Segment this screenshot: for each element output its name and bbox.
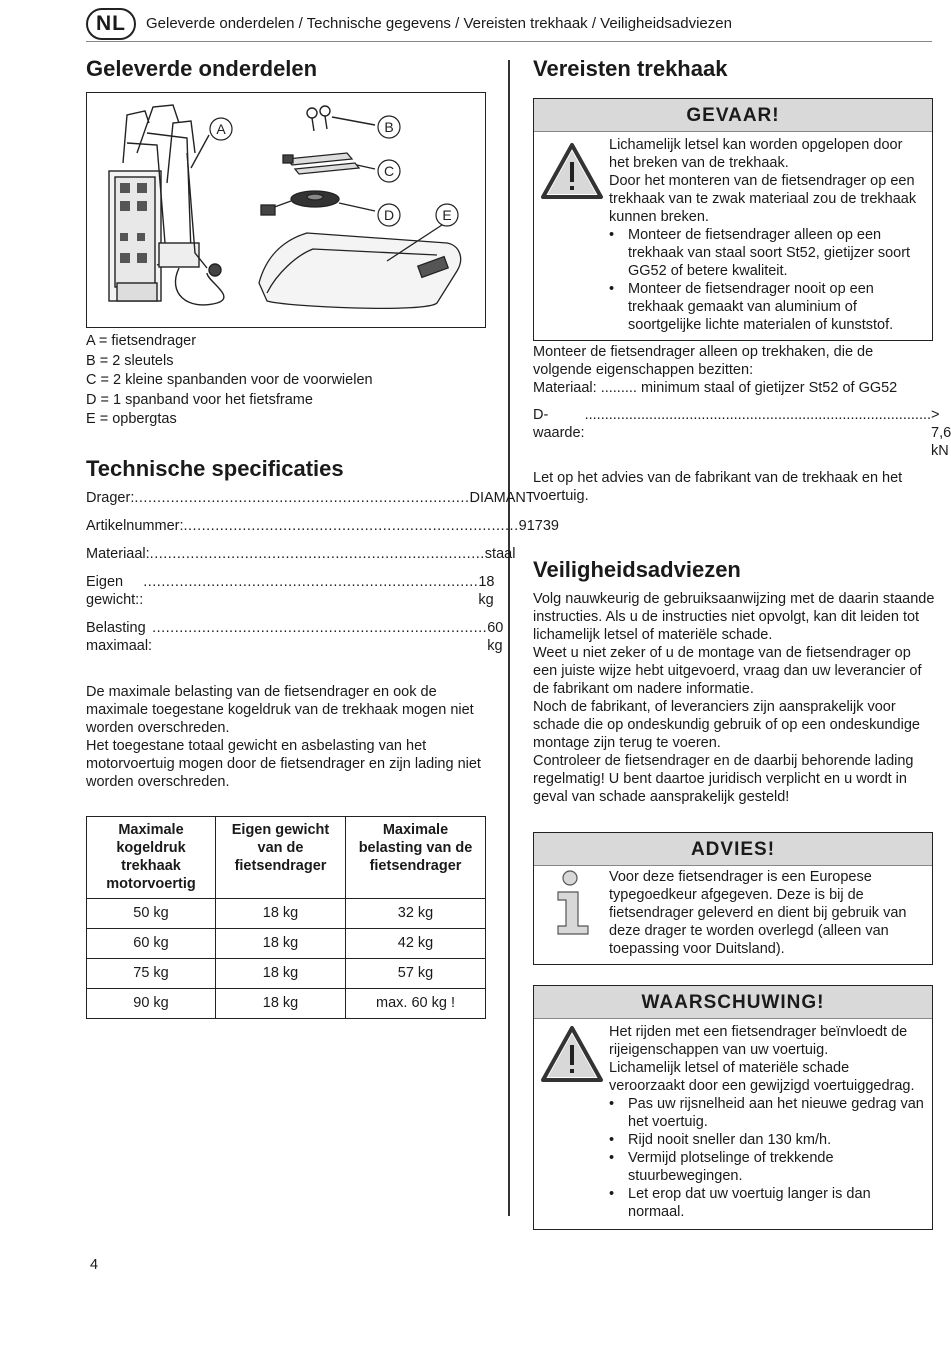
safety-paragraph: Controleer de fietsendrager en de daarbij behorende lading regelmatig! U bent daartoe juridisch verplicht en u wordt in geval van schade aansprakelijk gesteld! [533, 753, 914, 805]
warning-box [533, 985, 933, 1230]
load-paragraph: De maximale belasting van de fietsendrager en ook de maximale toegestane kogeldruk van de trekhaak mogen niet worden overschreden. [86, 683, 474, 736]
info-icon [554, 870, 596, 936]
table-header: Maximale belasting van de fietsendrager [346, 816, 486, 898]
warning-triangle-icon [540, 1025, 604, 1083]
table-cell: 57 kg [346, 958, 486, 988]
table-cell: 18 kg [216, 958, 346, 988]
parts-heading: Geleverde onderdelen [86, 56, 318, 81]
table-cell: 75 kg [87, 958, 216, 988]
table-cell: 32 kg [346, 898, 486, 928]
figure-label-c: C [383, 163, 395, 179]
spec-value: 91739 [518, 517, 559, 534]
spec-list [86, 489, 559, 655]
table-row [87, 898, 486, 928]
safety-paragraph: Noch de fabrikant, of leveranciers zijn aansprakelijk voor schade die op ondeskundig gebruik of op een ondeskundige montage zijn terug te voeren. [533, 699, 920, 751]
table-row [87, 928, 486, 958]
table-cell: 50 kg [87, 898, 216, 928]
spec-label: Belasting maximaal: [86, 619, 153, 654]
danger-title: GEVAAR! [534, 99, 932, 132]
page-header [86, 6, 932, 42]
hitch-heading: Vereisten trekhaak [533, 56, 728, 81]
danger-text: Lichamelijk letsel kan worden opgelopen door het breken van de trekhaak. [609, 137, 903, 171]
d-value: > 7,6 kN [931, 407, 951, 459]
spec-value: DIAMANT [469, 489, 535, 506]
spec-row: Belasting maximaal: .......................................................................... 60 kg [86, 619, 504, 654]
list-item: • Rijd nooit sneller dan 130 km/h. [609, 1131, 926, 1149]
parts-legend [86, 332, 486, 430]
vehicle-paragraph: Het toegestane totaal gewicht en asbelasting van het motorvoertuig mogen door de fietsendrager en zijn lading niet worden overschreden. [86, 737, 481, 790]
language-badge: NL [86, 8, 136, 40]
list-item: • Let erop dat uw voertuig langer is dan normaal. [609, 1185, 926, 1221]
table-row [87, 988, 486, 1018]
figure-label-b: B [384, 119, 394, 135]
d-value-label: D-waarde: [533, 407, 585, 441]
safety-heading: Veiligheidsadviezen [533, 557, 741, 582]
figure-label-d: D [383, 207, 395, 223]
warning-triangle-icon [540, 142, 604, 200]
legend-item: D = 1 spanband voor het fietsframe [86, 391, 313, 408]
header-title: Geleverde onderdelen / Technische gegevens / Vereisten trekhaak / Veiligheidsadviezen [146, 15, 732, 32]
load-table [86, 816, 486, 1019]
warning-title: WAARSCHUWING! [534, 986, 932, 1019]
list-item: • Monteer de fietsendrager alleen op een trekhaak van staal soort St52, gietijzer soort GG52 of betere kwaliteit. [609, 226, 926, 280]
spec-row: Artikelnummer: .......................................................................... 91739 [86, 517, 559, 534]
list-item: • Monteer de fietsendrager nooit op een trekhaak gemaakt van aluminium of soortgelijke lichte materialen of kunststof. [609, 280, 926, 334]
page-number: 4 [90, 1257, 99, 1273]
manufacturer-advice: Let op het advies van de fabrikant van de trekhaak en het voertuig. [533, 470, 903, 504]
danger-box [533, 98, 933, 341]
column-divider [508, 60, 510, 1216]
table-header: Maximale kogeldruk trekhaak motorvoertig [87, 816, 216, 898]
spec-row: Drager: .......................................................................... DIAMANT [86, 489, 535, 506]
spec-label: Materiaal: [86, 545, 150, 562]
danger-list [609, 226, 926, 334]
list-item: • Pas uw rijsnelheid aan het nieuwe gedrag van het voertuig. [609, 1095, 926, 1131]
safety-paragraph: Weet u niet zeker of u de montage van de fietsendrager op een juiste wijze hebt uitgevoerd, vraag dan uw leverancier of de fabrikant om nadere informatie. [533, 645, 922, 697]
figure-label-e: E [442, 207, 452, 223]
legend-item: C = 2 kleine spanbanden voor de voorwielen [86, 372, 373, 388]
table-cell: max. 60 kg ! [346, 988, 486, 1018]
spec-value: 18 kg [478, 573, 495, 608]
table-cell: 42 kg [346, 928, 486, 958]
advice-box [533, 832, 933, 965]
spec-value: staal [484, 545, 516, 562]
figure-label-a: A [216, 121, 226, 137]
safety-paragraph: Volg nauwkeurig de gebruiksaanwijzing met de daarin staande instructies. Als u de instructies niet opvolgt, kan dit leiden tot lichamelijk letsel of materiële schade. [533, 591, 935, 643]
hitch-paragraph: Monteer de fietsendrager alleen op trekhaken, die de volgende eigenschappen bezitten: [533, 344, 874, 378]
table-header-row [87, 816, 486, 898]
table-cell: 60 kg [87, 928, 216, 958]
spec-row: Materiaal: .......................................................................... staal [86, 545, 516, 562]
spec-value: 60 kg [487, 619, 504, 654]
right-column [533, 56, 951, 1230]
table-row [87, 958, 486, 988]
warning-text: Het rijden met een fietsendrager beïnvloedt de rijeigenschappen van uw voertuig. [609, 1024, 908, 1058]
spec-label: Drager: [86, 489, 135, 506]
list-item: • Vermijd plotselinge of trekkende stuurbewegingen. [609, 1149, 926, 1185]
advice-title: ADVIES! [534, 833, 932, 866]
table-cell: 90 kg [87, 988, 216, 1018]
spec-label: Artikelnummer: [86, 517, 184, 534]
warning-list [609, 1095, 926, 1221]
table-cell: 18 kg [216, 988, 346, 1018]
parts-illustration [87, 93, 485, 327]
d-value-row: D-waarde: ...................................................................................... > 7,6 kN [533, 407, 951, 459]
danger-text: Door het monteren van de fietsendrager op een trekhaak van te zwak materiaal zou de trekhaak kunnen breken. [609, 173, 917, 225]
spec-label: Eigen gewicht:: [86, 573, 144, 608]
table-cell: 18 kg [216, 898, 346, 928]
specs-heading: Technische specificaties [86, 455, 344, 481]
spec-row: Eigen gewicht:: .......................................................................... 18 kg [86, 573, 495, 608]
table-cell: 18 kg [216, 928, 346, 958]
legend-item: E = opbergtas [86, 411, 177, 427]
table-header: Eigen gewicht van de fietsendrager [216, 816, 346, 898]
legend-item: B = 2 sleutels [86, 352, 174, 369]
parts-figure [86, 92, 486, 328]
material-line: Materiaal: ......... minimum staal of gietijzer St52 of GG52 [533, 380, 898, 396]
warning-text: Lichamelijk letsel of materiële schade veroorzaakt door een gewijzigd voertuiggedrag. [609, 1060, 915, 1094]
advice-text: Voor deze fietsendrager is een Europese typegoedkeur afgegeven. Deze is bij de fietsendrager geleverd en dient bij gebruik van deze drager te worden overlegd (alleen van toepassing voor Duitsland). [609, 869, 907, 957]
legend-item: A = fietsendrager [86, 333, 197, 349]
